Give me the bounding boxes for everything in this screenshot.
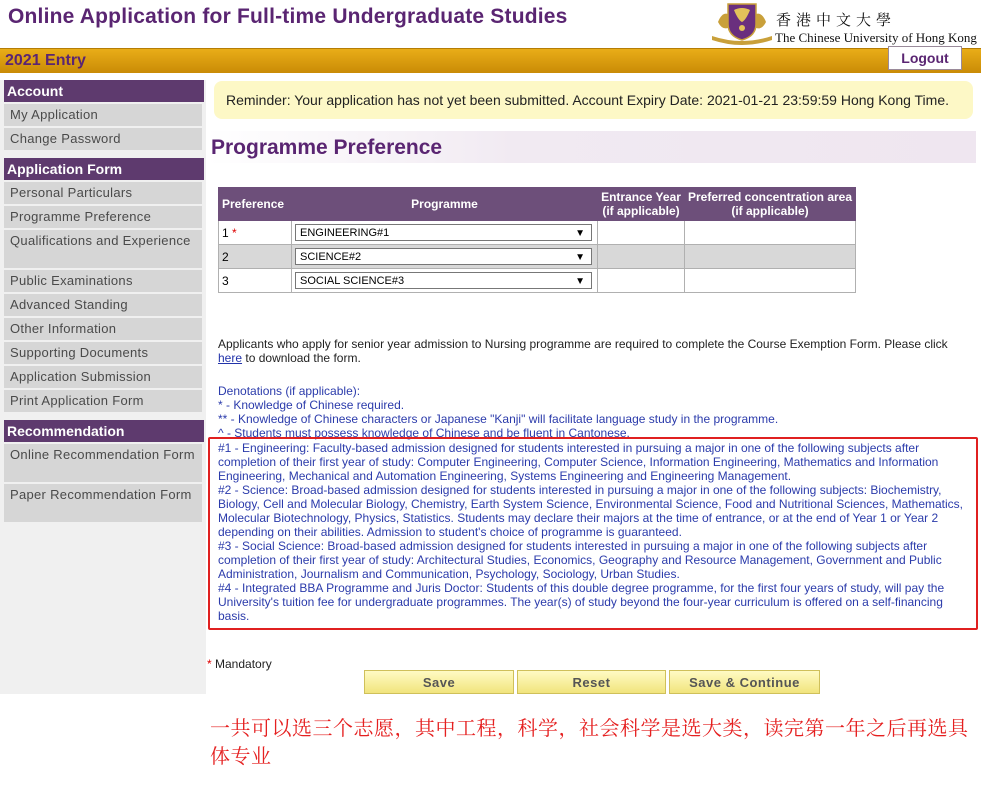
sidebar-item-print-application-form[interactable]: Print Application Form (4, 390, 202, 412)
annotation-text: 一共可以选三个志愿，其中工程，科学，社会科学是选大类，读完第一年之后再选具体专业 (210, 716, 969, 768)
programme-select-2[interactable]: SCIENCE#2 ▼ (295, 248, 592, 265)
entrance-year-cell (598, 245, 685, 269)
sidebar-item-personal-particulars[interactable]: Personal Particulars (4, 182, 202, 204)
entrance-year-cell (598, 269, 685, 293)
dropdown-arrow-icon: ▼ (575, 228, 585, 239)
programme-cell (292, 221, 598, 245)
entry-year-label: 2021 Entry (5, 52, 86, 69)
col-header-concentration: Preferred concentration area (if applicable) (685, 188, 856, 221)
reminder-banner: Reminder: Your application has not yet been submitted. Account Expiry Date: 2021-01-21 23:59:59 Hong Kong Time. (214, 81, 973, 119)
sidebar-section-recommendation: Recommendation (4, 420, 204, 442)
university-name-chinese: 香港中文大學 (776, 11, 897, 29)
university-name-english: The Chinese University of Hong Kong (775, 30, 977, 45)
reset-button[interactable]: Reset (517, 670, 666, 694)
entry-bar (0, 48, 981, 73)
sidebar-item-my-application[interactable]: My Application (4, 104, 202, 126)
programme-notes (218, 441, 975, 623)
programme-cell (292, 269, 598, 293)
sidebar-item-qualifications[interactable]: Qualifications and Experience (4, 230, 202, 268)
denotations (218, 384, 978, 440)
denotation-line: ** - Knowledge of Chinese characters or Japanese "Kanji" will facilitate language study in the programme. (218, 412, 779, 426)
save-continue-button[interactable]: Save & Continue (669, 670, 820, 694)
denotation-line: ^ - Students must possess knowledge of Chinese and be fluent in Cantonese. (218, 426, 630, 440)
dropdown-arrow-icon: ▼ (575, 252, 585, 263)
denotations-title: Denotations (if applicable): (218, 384, 361, 398)
sidebar-item-programme-preference[interactable]: Programme Preference (4, 206, 202, 228)
required-star: * (232, 225, 237, 240)
sidebar-item-paper-recommendation[interactable]: Paper Recommendation Form (4, 484, 202, 522)
entrance-year-cell (598, 221, 685, 245)
download-form-link[interactable]: here (218, 351, 243, 365)
save-button[interactable]: Save (364, 670, 514, 694)
sidebar-item-other-information[interactable]: Other Information (4, 318, 202, 340)
concentration-cell (685, 269, 856, 293)
col-header-programme: Programme (292, 188, 598, 221)
table-row (219, 221, 856, 245)
sidebar-item-supporting-documents[interactable]: Supporting Documents (4, 342, 202, 364)
app-title: Online Application for Full-time Undergraduate Studies (8, 5, 568, 28)
concentration-cell (685, 245, 856, 269)
sidebar-item-change-password[interactable]: Change Password (4, 128, 202, 150)
preference-number: 2 (219, 245, 292, 269)
sidebar-item-public-examinations[interactable]: Public Examinations (4, 270, 202, 292)
logout-button[interactable]: Logout (888, 46, 962, 70)
col-header-preference: Preference (219, 188, 292, 221)
sidebar-item-online-recommendation[interactable]: Online Recommendation Form (4, 444, 202, 482)
col-header-entrance-year: Entrance Year (if applicable) (598, 188, 685, 221)
dropdown-arrow-icon: ▼ (575, 276, 585, 287)
preference-number: 3 (219, 269, 292, 293)
mandatory-legend: * Mandatory (207, 657, 272, 671)
programme-note: #2 - Science: Broad-based admission designed for students interested in pursuing a major in one of the following subjects: Biochemistry, Biology, Cell and Molecular Biology, Chemistry, Earth System Science, Environmental Science, Food and Nutritional Sciences, Mathematics, Molecular Biotechnology, Physics, Statistics. Students may declare their majors at the time of entrance, or at the end of Year 1 or Year 2 depending on their abilities. Admission to student's choice of programme is guaranteed. (218, 483, 963, 539)
page-title: Programme Preference (211, 136, 443, 159)
sidebar-section-account: Account (4, 80, 204, 102)
programme-select-3[interactable]: SOCIAL SCIENCE#3 ▼ (295, 272, 592, 289)
sidebar (0, 80, 206, 694)
header (0, 0, 981, 48)
nursing-notice: Applicants who apply for senior year admission to Nursing programme are required to complete the Course Exemption Form. Please click here to download the form. (218, 337, 948, 365)
university-crest-icon (706, 0, 778, 48)
page-title-bar (206, 131, 976, 163)
table-row (219, 269, 856, 293)
sidebar-section-application-form: Application Form (4, 158, 204, 180)
denotation-line: * - Knowledge of Chinese required. (218, 398, 405, 412)
table-row (219, 245, 856, 269)
programme-cell (292, 245, 598, 269)
programme-note: #3 - Social Science: Broad-based admission designed for students interested in pursuing a major in one of the following subjects after completion of their first year of study: Architectural Studies, Economics, Geography and Resource Management, Government and Public Administration, Journalism and Communication, Psychology, Sociology, Urban Studies. (218, 539, 942, 581)
preference-number: 1 * (219, 221, 292, 245)
programme-preference-table (218, 187, 856, 293)
sidebar-item-advanced-standing[interactable]: Advanced Standing (4, 294, 202, 316)
programme-note: #1 - Engineering: Faculty-based admission designed for students interested in pursuing a major in one of the following subjects after completion of their first year of study: Computer Engineering, Computer Science, Information Engineering, Mathematics and Information Engineering, Mechanical and Automation Engineering, Systems Engineering and Engineering Management. (218, 441, 939, 483)
sidebar-item-application-submission[interactable]: Application Submission (4, 366, 202, 388)
concentration-cell (685, 221, 856, 245)
programme-note: #4 - Integrated BBA Programme and Juris Doctor: Students of this double degree programme, for the first four years of study, will pay the University's tuition fee for undergraduate programmes. The year(s) of study beyond the four-year curriculum is offered on a self-financing basis. (218, 581, 945, 623)
programme-select-1[interactable]: ENGINEERING#1 ▼ (295, 224, 592, 241)
